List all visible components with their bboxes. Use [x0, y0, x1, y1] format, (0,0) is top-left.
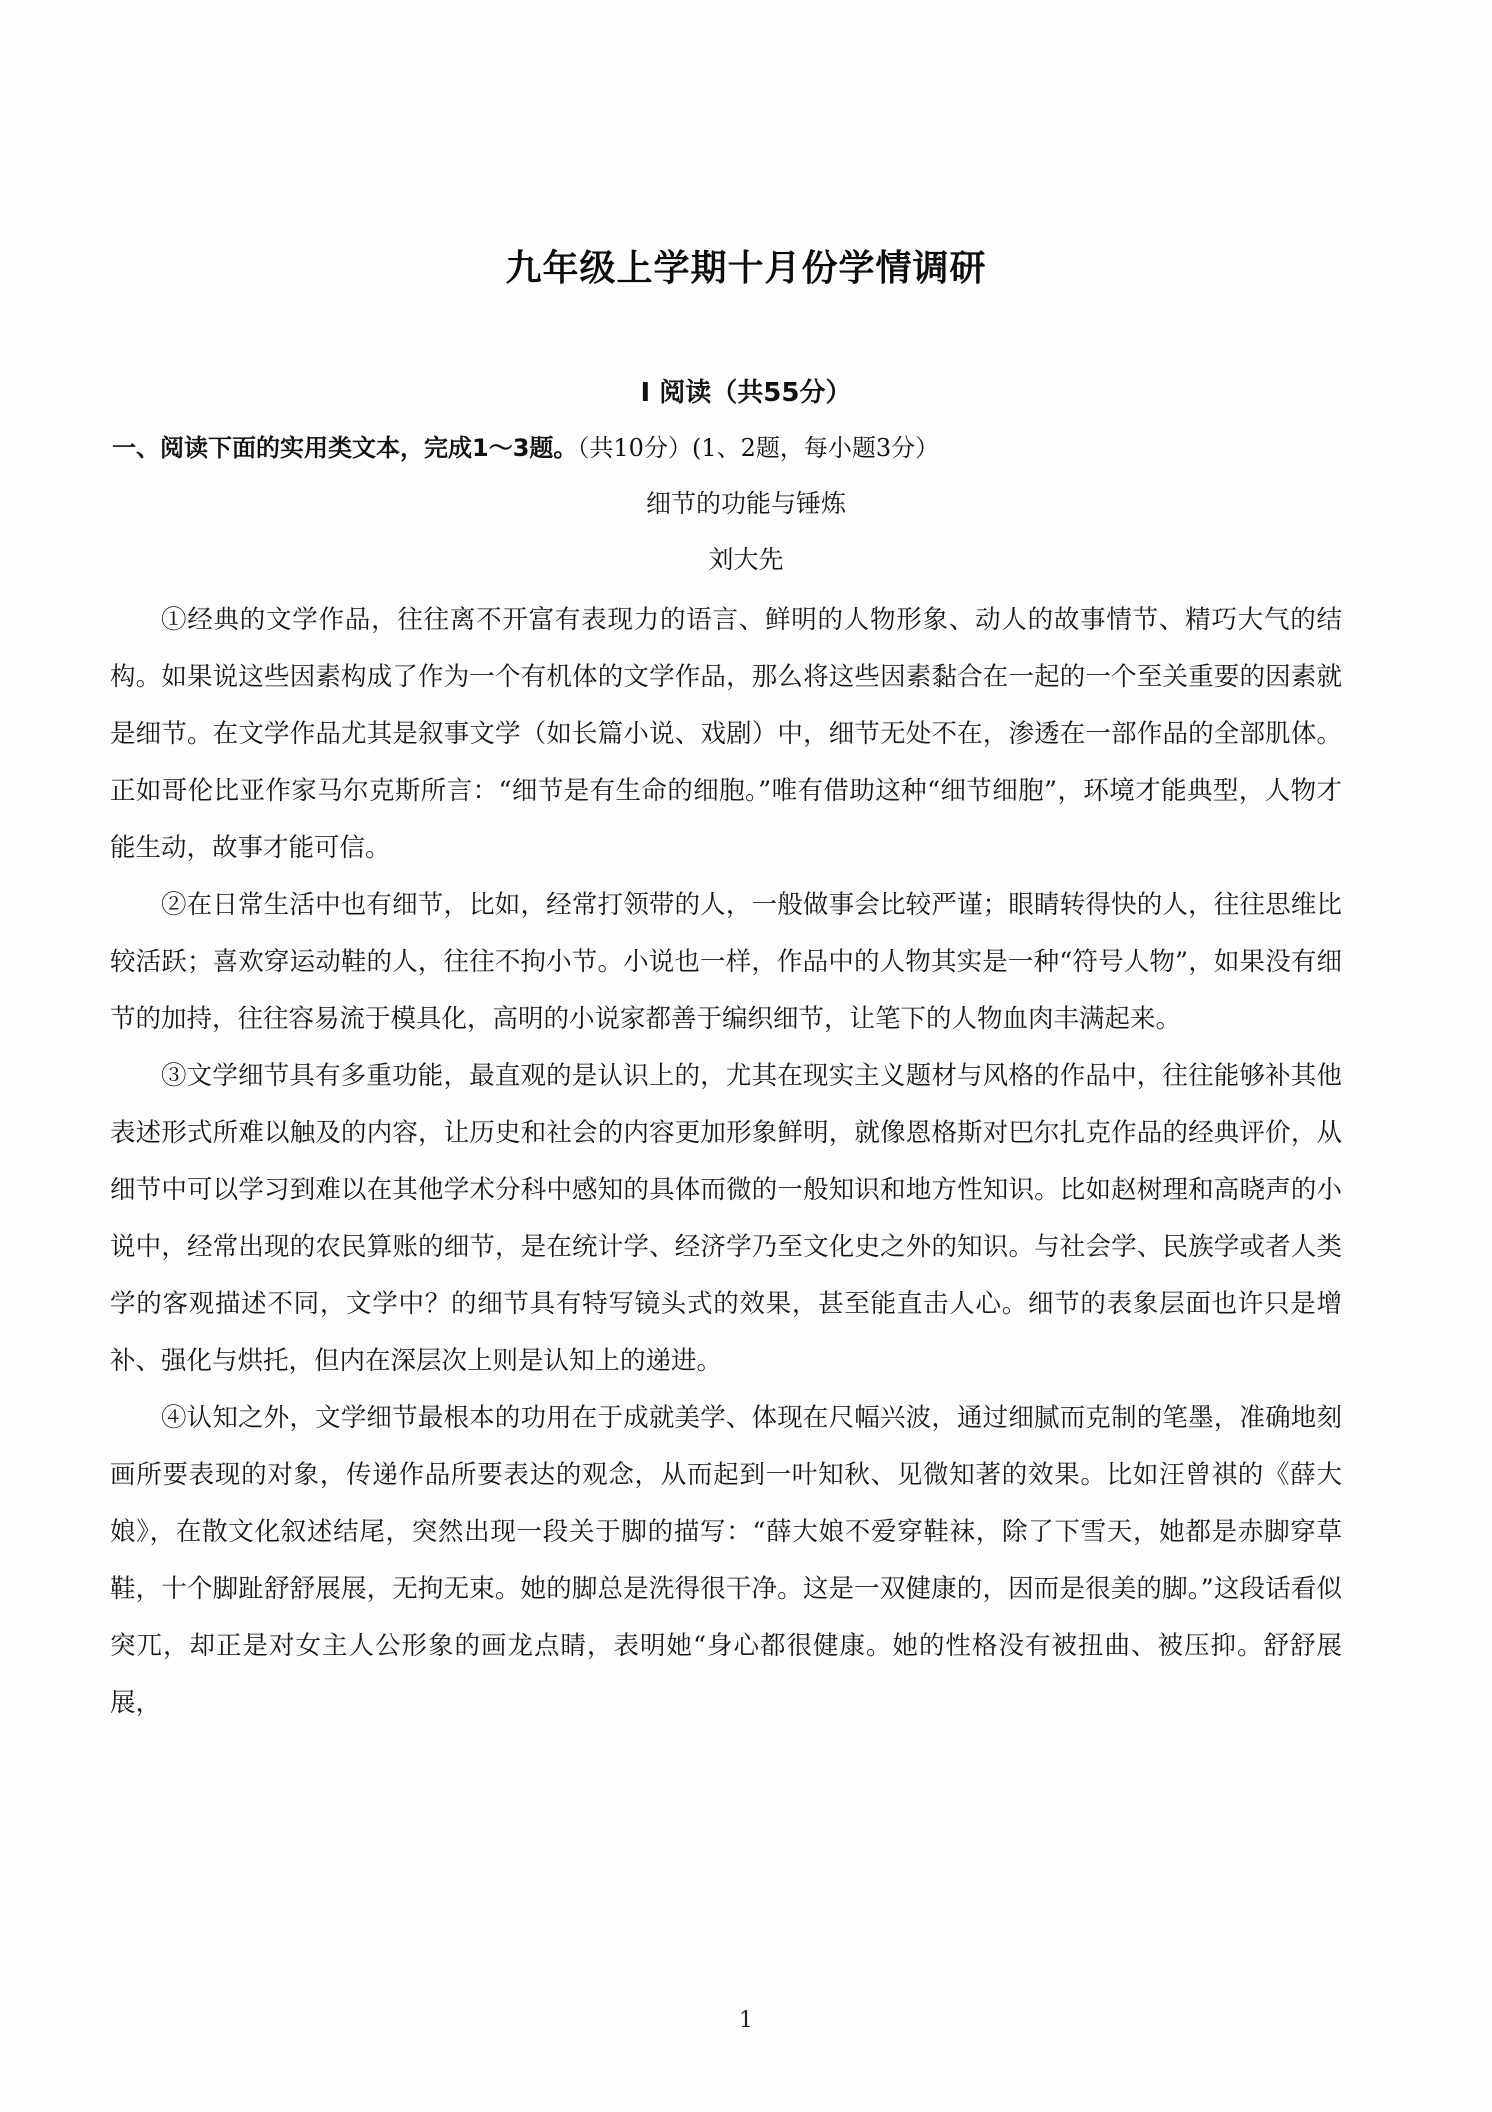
article-title: 细节的功能与锤炼: [645, 489, 846, 518]
page-number: 1: [739, 2008, 753, 2033]
question-score-info: （共10分）(1、2题，每小题3分）: [577, 434, 940, 462]
paragraph-3: ③文学细节具有多重功能，最直观的是认识上的，尤其在现实主义题材与风格的作品中，往往能够补其他表述形式所难以触及的内容，让历史和社会的内容更加形象鲜明，就像恩格斯对巴尔扎克作品的经典评价，从细节中可以学习到难以在其他学术分科中感知的具体而微的一般知识和地方性知识。比如赵树理和高晓声的小说中，经常出现的农民算账的细节，是在统计学、经济学乃至文化史之外的知识。与社会学、民族学或者人类学的客观描述不同，文学中？的细节具有特写镜头式的效果，甚至能直击人心。细节的表象层面也许只是增补、强化与烘托，但内在深层次上则是认知上的递进。: [110, 1061, 1342, 1376]
question-instruction: 一、阅读下面的实用类文本，完成1～3题。: [112, 434, 578, 462]
article-body: [110, 592, 1342, 1732]
section-heading: Ⅰ 阅读（共55分）: [640, 378, 852, 408]
paragraph-2: ②在日常生活中也有细节，比如，经常打领带的人，一般做事会比较严谨；眼睛转得快的人，往往思维比较活跃；喜欢穿运动鞋的人，往往不拘小节。小说也一样，作品中的人物其实是一种“符号人物”，如果没有细节的加持，往往容易流于模具化，高明的小说家都善于编织细节，让笔下的人物血肉丰满起来。: [110, 890, 1342, 1034]
exam-title: 九年级上学期十月份学情调研: [505, 248, 987, 289]
paragraph-4: ④认知之外，文学细节最根本的功用在于成就美学、体现在尺幅兴波，通过细腻而克制的笔墨，准确地刻画所要表现的对象，传递作品所要表达的观念，从而起到一叶知秋、见微知著的效果。比如汪曾祺的《薛大娘》，在散文化叙述结尾，突然出现一段关于脚的描写：“薛大娘不爱穿鞋袜，除了下雪天，她都是赤脚穿草鞋，十个脚趾舒舒展展，无拘无束。她的脚总是洗得很干净。这是一双健康的，因而是很美的脚。”这段话看似突兀，却正是对女主人公形象的画龙点睛，表明她“身心都很健康。她的性格没有被扭曲、被压抑。舒舒展展，: [110, 1403, 1342, 1718]
paragraph-1: ①经典的文学作品，往往离不开富有表现力的语言、鲜明的人物形象、动人的故事情节、精巧大气的结构。如果说这些因素构成了作为一个有机体的文学作品，那么将这些因素黏合在一起的一个至关重要的因素就是细节。在文学作品尤其是叙事文学（如长篇小说、戏剧）中，细节无处不在，渗透在一部作品的全部肌体。正如哥伦比亚作家马尔克斯所言：“细节是有生命的细胞。”唯有借助这种“细节细胞”，环境才能典型，人物才能生动，故事才能可信。: [110, 605, 1342, 863]
question-heading: [112, 428, 939, 463]
article-author: 刘大先: [708, 545, 784, 574]
